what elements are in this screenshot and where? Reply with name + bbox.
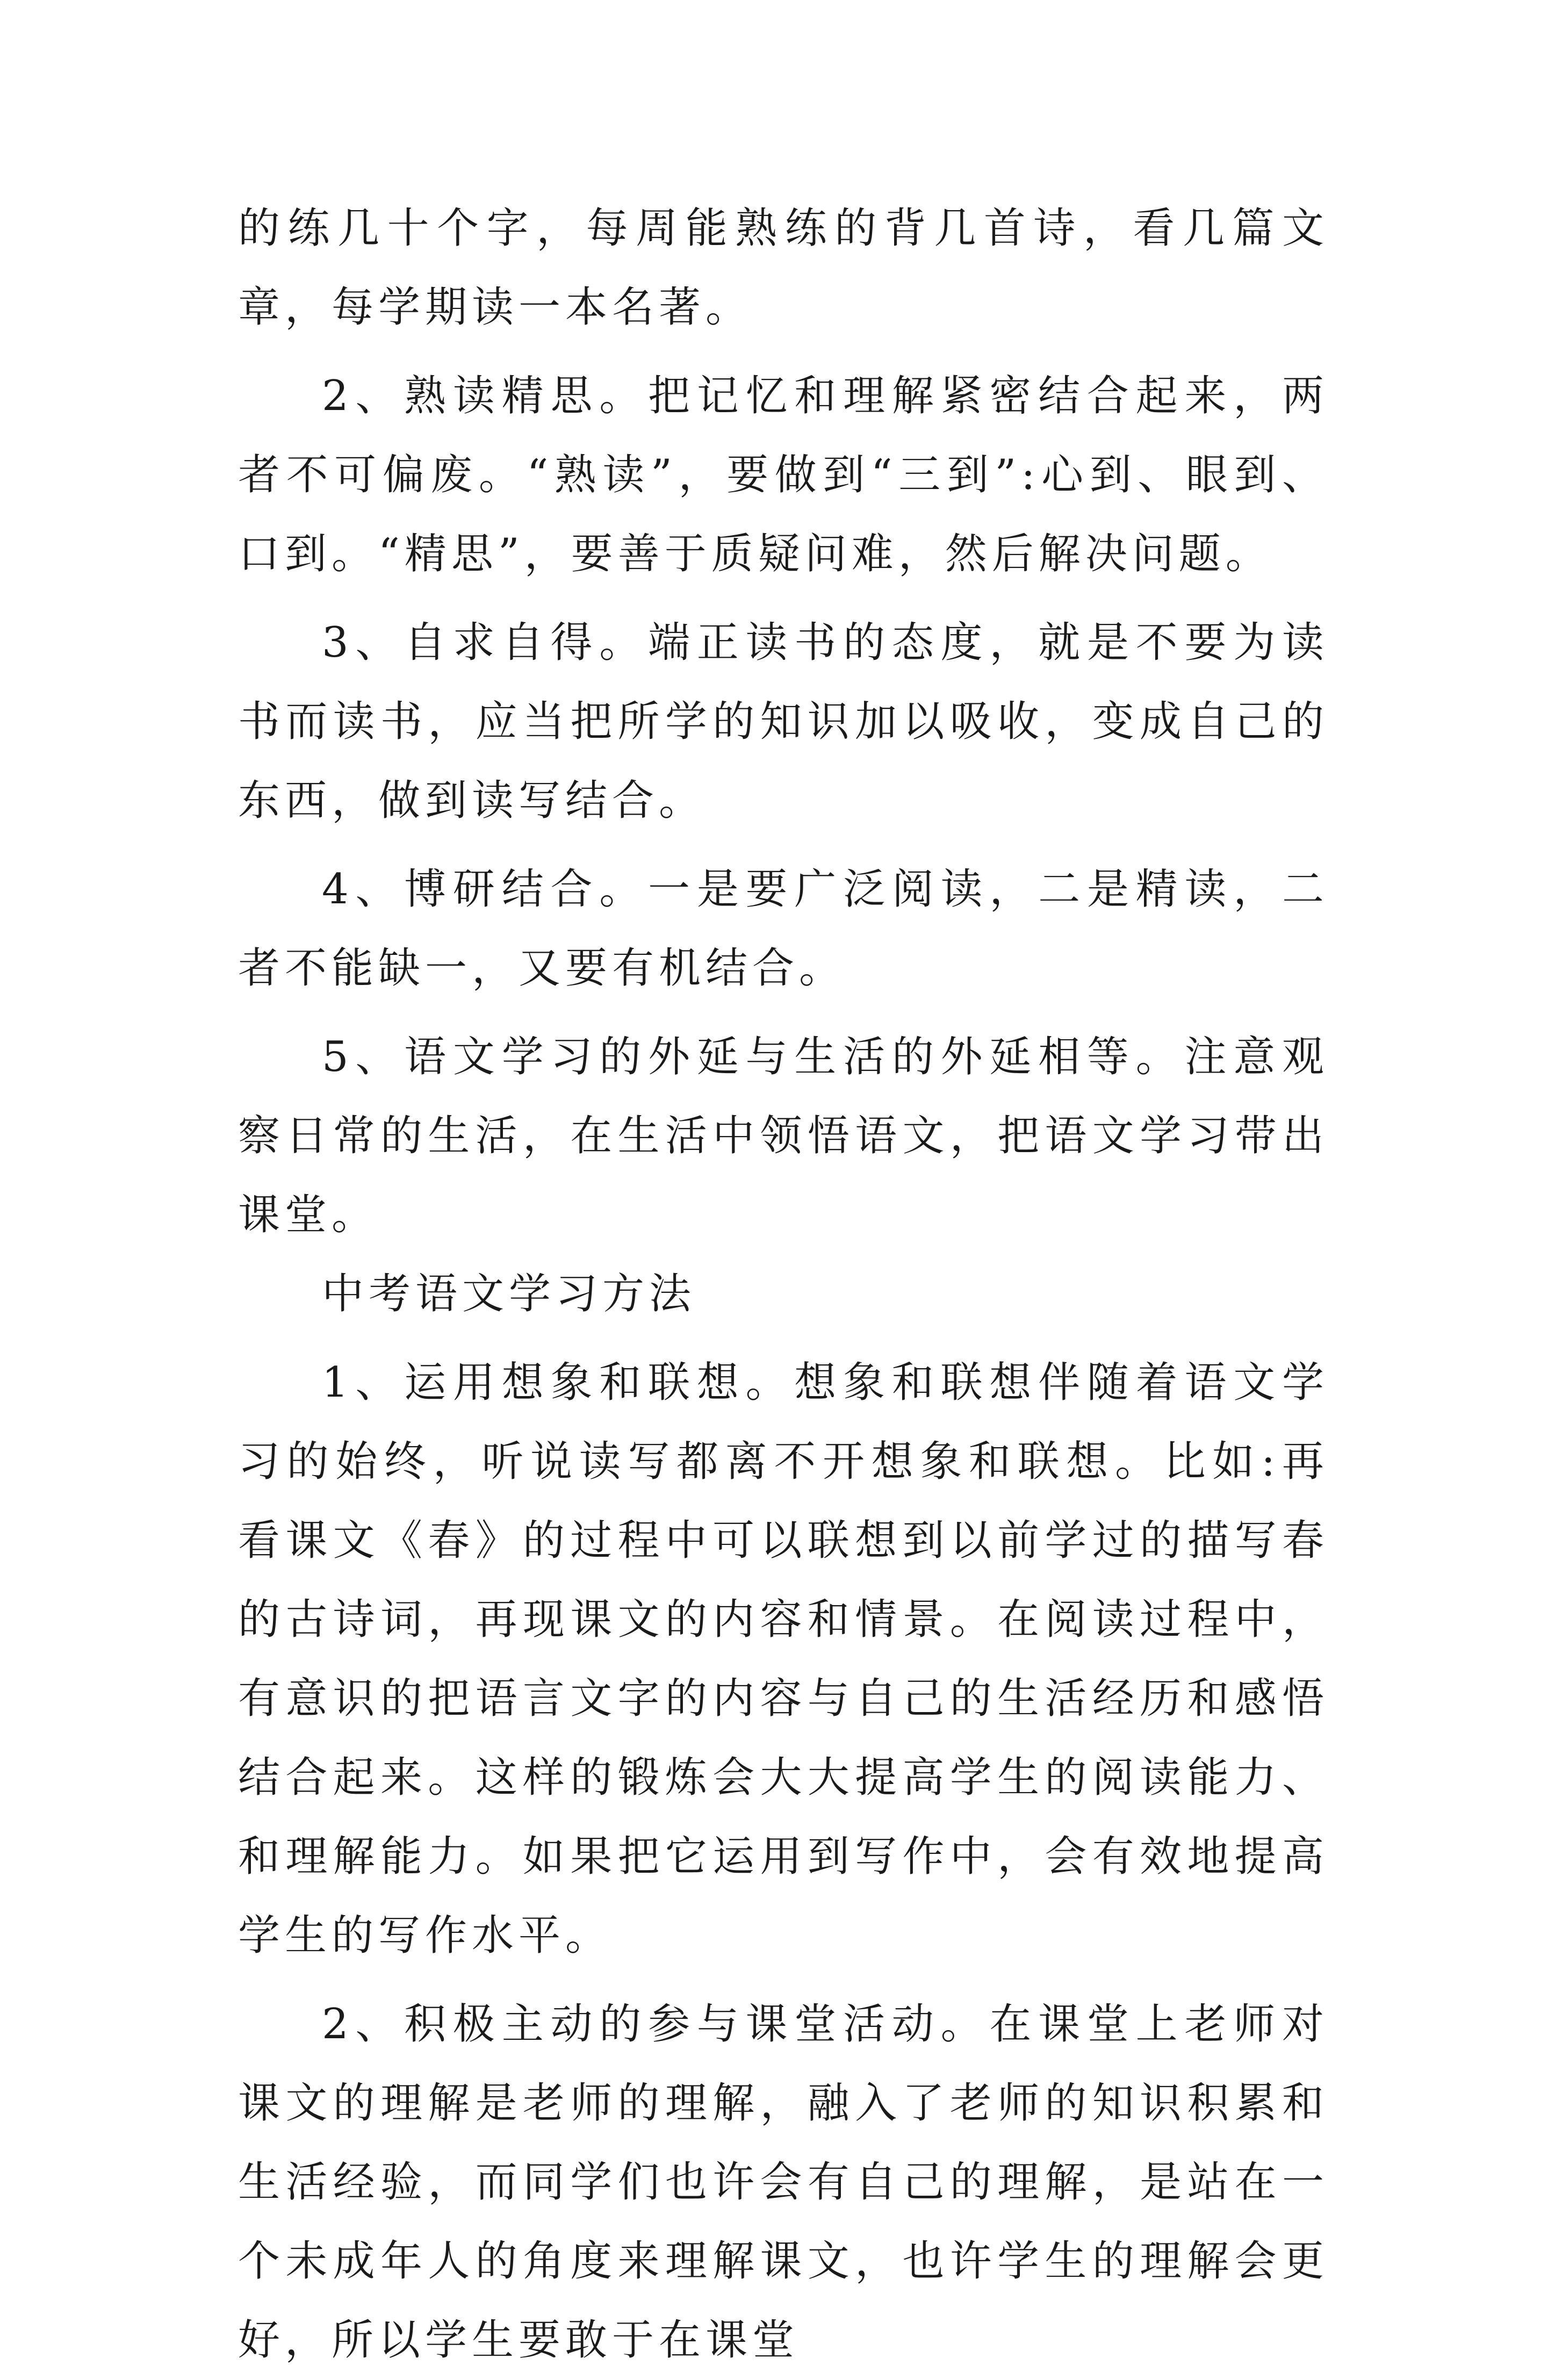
paragraph-method-2: 2、熟读精思。把记忆和理解紧密结合起来，两者不可偏废。“熟读”，要做到“三到”:心到、眼到、口到。“精思”，要善于质疑问难，然后解决问题。 bbox=[238, 372, 1329, 578]
paragraph-continued: 的练几十个字，每周能熟练的背几首诗，看几篇文章，每学期读一本名著。 bbox=[238, 204, 1329, 332]
paragraph-exam-method-2: 2、积极主动的参与课堂活动。在课堂上老师对课文的理解是老师的理解，融入了老师的知识积累和生活经验，而同学们也许会有自己的理解，是站在一个未成年人的角度来理解课文，也许学生的理解会更好，所以学生要敢于在课堂 bbox=[238, 2000, 1329, 2364]
document-body bbox=[238, 189, 1329, 2380]
paragraph-exam-method-1: 1、运用想象和联想。想象和联想伴随着语文学习的始终，听说读写都离不开想象和联想。比如:再看课文《春》的过程中可以联想到以前学过的描写春的古诗词，再现课文的内容和情景。在阅读过程中，有意识的把语言文字的内容与自己的生活经历和感悟结合起来。这样的锻炼会大大提高学生的阅读能力、和理解能力。如果把它运用到写作中，会有效地提高学生的写作水平。 bbox=[238, 1358, 1329, 1960]
paragraph-method-3: 3、自求自得。端正读书的态度，就是不要为读书而读书，应当把所学的知识加以吸收，变成自己的东西，做到读写结合。 bbox=[238, 619, 1329, 825]
paragraph-method-4: 4、博研结合。一是要广泛阅读，二是精读，二者不能缺一，又要有机结合。 bbox=[238, 865, 1329, 993]
section-heading: 中考语文学习方法 bbox=[322, 1270, 696, 1318]
paragraph-method-5: 5、语文学习的外延与生活的外延相等。注意观察日常的生活，在生活中领悟语文，把语文学习带出课堂。 bbox=[238, 1033, 1329, 1239]
